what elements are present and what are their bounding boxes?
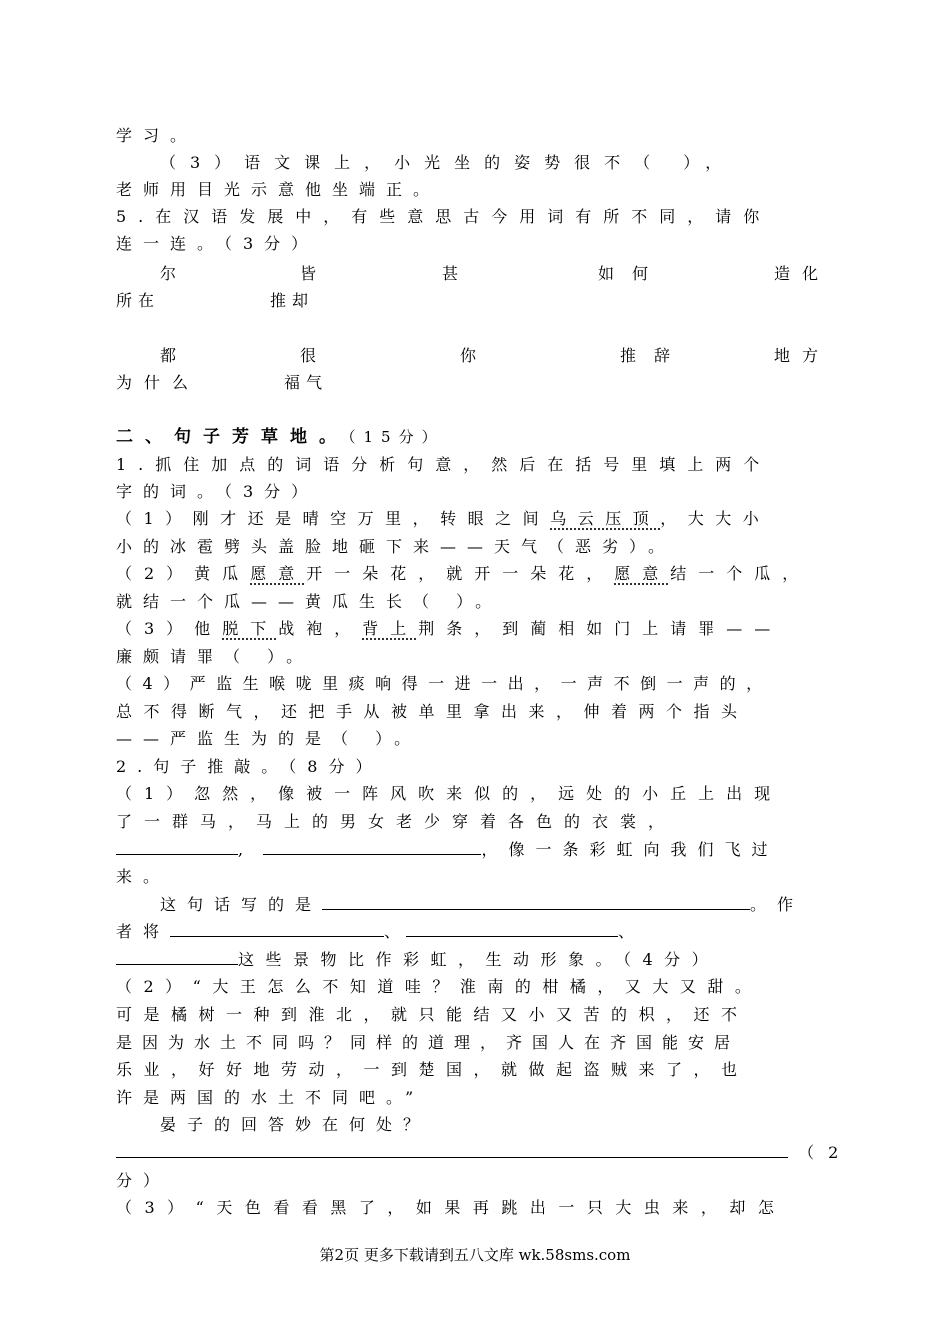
text-line: （4）严监生喉咙里痰响得一进一出，一声不倒一声的， (116, 674, 773, 693)
dotted-word: 愿意 (614, 564, 671, 583)
sentence-part: ，大大小 (660, 509, 771, 528)
match-word: 尔 (160, 264, 188, 283)
sentence-part: 开一朵花，就开一朵花， (306, 564, 615, 583)
sentence-part: （3）他 (116, 619, 223, 638)
answer-blank[interactable] (116, 948, 238, 965)
answer-blank[interactable] (263, 838, 481, 855)
sentence-part: 、 (618, 922, 646, 941)
text-line (116, 1141, 853, 1165)
text-line: 许是两国的水土不同吧。” (116, 1088, 425, 1107)
text-line (160, 893, 828, 917)
match-word: 为什么 (116, 373, 201, 392)
match-word: 推辞 (620, 346, 689, 365)
sentence-part: 战袍， (278, 619, 363, 638)
page-footer: 第2页 更多下载请到五八文库 wk.58sms.com (319, 1246, 631, 1264)
dotted-word: 脱下 (222, 619, 279, 638)
text-line: 是因为水土不同吗？同样的道理，齐国人在齐国能安居 (116, 1033, 741, 1052)
answer-blank[interactable] (322, 893, 750, 910)
match-word: 所在 (116, 291, 161, 310)
text-line: 来。 (116, 867, 171, 886)
text-line: （3）语文课上，小光坐的姿势很不（ ）， (160, 153, 736, 172)
match-word: 造化 (774, 264, 831, 283)
text-line: 连一连。（3分） (116, 234, 319, 253)
text-line: 1.抓住加点的词语分析句意，然后在括号里填上两个 (116, 455, 772, 474)
text-line: 5.在汉语发展中，有些意思古今用词有所不同，请你 (116, 207, 772, 226)
match-word: 推却 (270, 291, 315, 310)
text-line: 学习。 (116, 126, 198, 145)
text-line: , ，像一条彩虹向我们飞过 (116, 838, 828, 862)
sentence-part: 、 (384, 922, 407, 941)
text-line (116, 562, 828, 586)
match-word: 都 (160, 346, 188, 365)
text-line: 晏子的回答妙在何处？ (160, 1115, 431, 1134)
sentence-part: 。作 (750, 895, 805, 914)
text-line: 分） (116, 1171, 171, 1190)
sentence-part: （2 (798, 1143, 853, 1162)
match-word: 很 (300, 346, 328, 365)
match-word: 你 (460, 346, 488, 365)
text-line: （3）“天色看看黑了，如果再跳出一只大虫来，却怎 (116, 1198, 787, 1217)
text-line: 2.句子推敲。（8分） (116, 757, 383, 776)
text-line: 就结一个瓜——黄瓜生长（ ）。 (116, 592, 503, 611)
answer-blank[interactable] (170, 920, 384, 937)
answer-blank[interactable] (116, 838, 238, 855)
sentence-part: （2）黄瓜 (116, 564, 251, 583)
text-line: 老师用目光示意他坐端正。 (116, 180, 441, 199)
match-word: 福气 (284, 373, 329, 392)
text-line (116, 920, 828, 944)
sentence-part: ，像一条彩虹向我们飞过 (481, 840, 779, 859)
text-line (116, 948, 828, 972)
text-line: 小的冰雹劈头盖脸地砸下来——天气（恶劣）。 (116, 537, 676, 556)
text-line: 可是橘树一种到淮北，就只能结又小又苦的枳，还不 (116, 1005, 749, 1024)
sentence-part: 这些景物比作彩虹，生动形象。（4分） (238, 950, 720, 969)
dotted-word: 乌云压顶 (550, 509, 661, 528)
match-word: 如何 (598, 264, 667, 283)
sentence-part: 荆条，到蔺相如门上请罪—— (418, 619, 783, 638)
section-heading (116, 425, 828, 449)
sentence-part: 者将 (116, 922, 171, 941)
text-line: 总不得断气，还把手从被单里拿出来，伸着两个指头 (116, 702, 749, 721)
text-line: 字的词。（3分） (116, 482, 319, 501)
text-line: ——严监生为的是（ ）。 (116, 729, 422, 748)
text-line: 乐业，好好地劳动，一到楚国，就做起盗贼来了，也 (116, 1060, 749, 1079)
answer-blank[interactable] (116, 1141, 788, 1158)
section-points: （15分） (348, 428, 445, 446)
section-title: 二、句子芳草地。 (116, 427, 348, 447)
dotted-word: 背上 (362, 619, 419, 638)
sentence-part: 这句话写的是 (160, 895, 323, 914)
match-word: 地方 (774, 346, 831, 365)
text-line: （1）忽然，像被一阵风吹来似的，远处的小丘上出现 (116, 784, 783, 803)
dotted-word: 愿意 (250, 564, 307, 583)
text-line (116, 617, 828, 641)
text-line: （2）“大王怎么不知道哇？淮南的柑橘，又大又甜。 (116, 977, 763, 996)
sentence-part: （1）刚才还是晴空万里，转眼之间 (116, 509, 551, 528)
text-line (116, 507, 828, 531)
match-word: 皆 (300, 264, 328, 283)
answer-blank[interactable] (406, 920, 618, 937)
sentence-part: 结一个瓜， (670, 564, 811, 583)
text-line: 了一群马，马上的男女老少穿着各色的衣裳， (116, 812, 677, 831)
text-line: 廉颇请罪（ ）。 (116, 647, 314, 666)
match-word: 甚 (442, 264, 470, 283)
